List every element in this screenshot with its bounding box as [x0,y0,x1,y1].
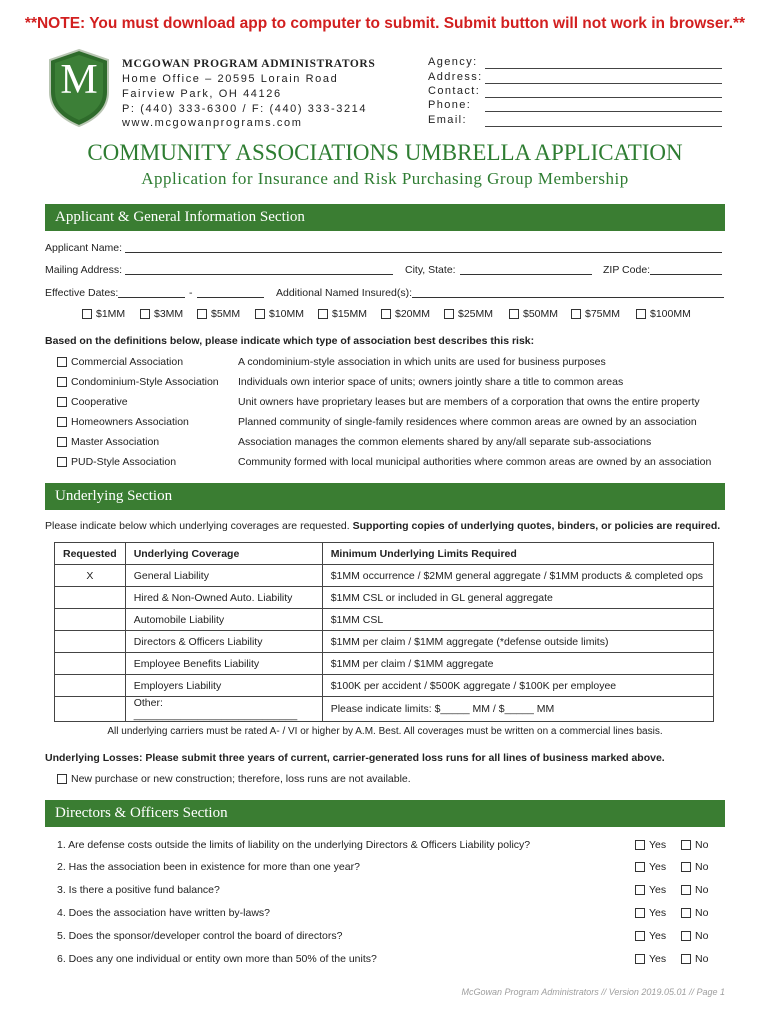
zip-label: ZIP Code: [603,264,651,276]
limits-cell: $1MM per claim / $1MM aggregate [322,653,713,675]
phone-label: Phone: [428,99,472,111]
agency-field[interactable] [485,56,722,69]
dno-yes-option[interactable]: Yes [635,839,666,851]
applicant-name-field[interactable] [125,241,722,253]
requested-cell[interactable] [55,675,126,697]
column-header: Minimum Underlying Limits Required [322,543,713,565]
company-address-2: Fairview Park, OH 44126 [122,88,282,100]
limits-cell: Please indicate limits: $_____ MM / $_____ MM [322,697,713,722]
coverage-cell: Automobile Liability [125,609,322,631]
dno-no-option[interactable]: No [681,861,708,873]
limit-3mm[interactable]: $3MM [140,308,183,320]
address-field[interactable] [485,71,722,84]
checkbox[interactable] [635,840,645,850]
underlying-intro: Please indicate below which underlying coverages are requested. Supporting copies of underlying quotes, binders, or policies are required. [45,520,721,532]
limit-75mm[interactable]: $75MM [571,308,620,320]
underlying-losses-note: Underlying Losses: Please submit three years of current, carrier-generated loss runs for all lines of business marked above. [45,752,665,764]
dno-no-option[interactable]: No [681,907,708,919]
checkbox[interactable] [57,437,67,447]
coverage-cell: Employee Benefits Liability [125,653,322,675]
checkbox[interactable] [255,309,265,319]
requested-cell[interactable] [55,587,126,609]
dno-yes-option[interactable]: Yes [635,907,666,919]
checkbox[interactable] [318,309,328,319]
checkbox[interactable] [681,931,691,941]
table-row [55,631,714,653]
table-row [55,675,714,697]
limit-50mm[interactable]: $50MM [509,308,558,320]
checkbox[interactable] [636,309,646,319]
email-label: Email: [428,114,467,126]
requested-cell[interactable] [55,697,126,722]
table-row [55,587,714,609]
applicant-name-label: Applicant Name: [45,242,123,254]
contact-field[interactable] [485,85,722,98]
checkbox[interactable] [509,309,519,319]
checkbox[interactable] [681,885,691,895]
coverage-cell: Hired & Non-Owned Auto. Liability [125,587,322,609]
coverage-cell: Employers Liability [125,675,322,697]
effective-date-from[interactable] [118,286,185,298]
limits-cell: $1MM CSL [322,609,713,631]
risk-type-master[interactable]: Master Association [57,436,159,448]
page-title: COMMUNITY ASSOCIATIONS UMBRELLA APPLICATION [87,140,683,165]
new-purchase-option[interactable]: New purchase or new construction; therefore, loss runs are not available. [57,773,411,785]
risk-desc: A condominium-style association in which units are used for business purposes [238,356,606,368]
risk-type-commercial[interactable]: Commercial Association [57,356,183,368]
limits-cell: $1MM CSL or included in GL general aggregate [322,587,713,609]
carrier-rating-note: All underlying carriers must be rated A- / VI or higher by A.M. Best. All coverages must be written on a commercial lines basis. [107,726,663,737]
dno-no-option[interactable]: No [681,953,708,965]
dno-no-option[interactable]: No [681,839,708,851]
checkbox[interactable] [57,457,67,467]
checkbox[interactable] [197,309,207,319]
limit-15mm[interactable]: $15MM [318,308,367,320]
limit-10mm[interactable]: $10MM [255,308,304,320]
zip-field[interactable] [650,263,722,275]
table-row [55,697,714,722]
dno-section-header: Directors & Officers Section [45,800,725,827]
dno-no-option[interactable]: No [681,884,708,896]
limit-100mm[interactable]: $100MM [636,308,691,320]
dno-question: 2. Has the association been in existence for more than one year? [57,861,360,873]
additional-insured-field[interactable] [412,286,724,298]
page-footer: McGowan Program Administrators // Version 2019.05.01 // Page 1 [461,987,725,997]
table-row [55,609,714,631]
mailing-address-field[interactable] [125,263,393,275]
column-header: Requested [55,543,126,565]
checkbox[interactable] [681,840,691,850]
dno-question: 6. Does any one individual or entity own more than 50% of the units? [57,953,377,965]
checkbox[interactable] [635,862,645,872]
checkbox[interactable] [681,908,691,918]
limit-20mm[interactable]: $20MM [381,308,430,320]
logo-letter: M [60,57,98,103]
effective-dates-label: Effective Dates: [45,287,119,299]
requested-cell[interactable] [55,631,126,653]
limits-cell: $1MM per claim / $1MM aggregate (*defense outside limits) [322,631,713,653]
dno-yes-option[interactable]: Yes [635,953,666,965]
city-state-label: City, State: [405,264,456,276]
effective-date-to[interactable] [197,286,264,298]
dno-no-option[interactable]: No [681,930,708,942]
checkbox[interactable] [140,309,150,319]
checkbox[interactable] [381,309,391,319]
limit-25mm[interactable]: $25MM [444,308,493,320]
table-row [55,653,714,675]
additional-insured-label: Additional Named Insured(s): [276,287,412,299]
checkbox[interactable] [571,309,581,319]
requested-cell[interactable] [55,653,126,675]
column-header: Underlying Coverage [125,543,322,565]
download-note: **NOTE: You must download app to computer to submit. Submit button will not work in browser.** [24,15,746,32]
limits-cell: $100K per accident / $500K aggregate / $100K per employee [322,675,713,697]
table-row [55,565,714,587]
limits-cell: $1MM occurrence / $2MM general aggregate / $1MM products & completed ops [322,565,713,587]
underlying-coverage-table [54,542,714,722]
checkbox[interactable] [444,309,454,319]
city-state-field[interactable] [460,263,592,275]
agency-label: Agency: [428,56,478,68]
checkbox[interactable] [57,774,67,784]
company-address-1: Home Office – 20595 Lorain Road [122,73,339,85]
checkbox[interactable] [681,954,691,964]
company-phone-fax: P: (440) 333-6300 / F: (440) 333-3214 [122,103,368,115]
coverage-cell: Other: ____________________________ [125,697,322,722]
page-subtitle: Application for Insurance and Risk Purchasing Group Membership [141,169,629,188]
address-label: Address: [428,71,483,83]
risk-type-prompt: Based on the definitions below, please indicate which type of association best describes this risk: [45,335,535,347]
risk-desc: Association manages the common elements shared by any/all separate sub-associations [238,436,652,448]
checkbox[interactable] [57,357,67,367]
checkbox[interactable] [57,397,67,407]
risk-type-cooperative[interactable]: Cooperative [57,396,128,408]
dno-question: 3. Is there a positive fund balance? [57,884,220,896]
checkbox[interactable] [635,885,645,895]
checkbox[interactable] [57,377,67,387]
company-logo [48,48,110,133]
dno-question: 4. Does the association have written by-laws? [57,907,271,919]
dno-yes-option[interactable]: Yes [635,930,666,942]
company-name: MCGOWAN PROGRAM ADMINISTRATORS [122,58,376,70]
contact-label: Contact: [428,85,481,97]
email-field[interactable] [485,114,722,127]
limit-1mm[interactable]: $1MM [82,308,125,320]
applicant-section-header: Applicant & General Information Section [45,204,725,231]
checkbox[interactable] [681,862,691,872]
phone-field[interactable] [485,99,722,112]
risk-desc: Planned community of single-family residences where common areas are owned by an association [238,416,697,428]
risk-desc: Community formed with local municipal authorities where common areas are owned by an association [238,456,712,468]
effective-date-dash: - [189,287,193,299]
checkbox[interactable] [635,908,645,918]
risk-type-homeowners[interactable]: Homeowners Association [57,416,189,428]
dno-question: 5. Does the sponsor/developer control the board of directors? [57,930,343,942]
underlying-section-header: Underlying Section [45,483,725,510]
risk-desc: Unit owners have proprietary leases but are members of a corporation that owns the entire property [238,396,700,408]
table-header-row [55,543,714,565]
checkbox[interactable] [57,417,67,427]
dno-yes-option[interactable]: Yes [635,884,666,896]
requested-cell[interactable]: X [55,565,126,587]
dno-question: 1. Are defense costs outside the limits of liability on the underlying Directors & Officers Liability policy? [57,839,531,851]
checkbox[interactable] [82,309,92,319]
coverage-cell: Directors & Officers Liability [125,631,322,653]
mailing-address-label: Mailing Address: [45,264,123,276]
risk-type-condominium[interactable]: Condominium-Style Association [57,376,219,388]
company-website: www.mcgowanprograms.com [122,117,303,129]
risk-desc: Individuals own interior space of units; owners jointly share a title to common areas [238,376,624,388]
checkbox[interactable] [635,954,645,964]
coverage-cell: General Liability [125,565,322,587]
risk-type-pud[interactable]: PUD-Style Association [57,456,176,468]
requested-cell[interactable] [55,609,126,631]
checkbox[interactable] [635,931,645,941]
dno-yes-option[interactable]: Yes [635,861,666,873]
limit-5mm[interactable]: $5MM [197,308,240,320]
